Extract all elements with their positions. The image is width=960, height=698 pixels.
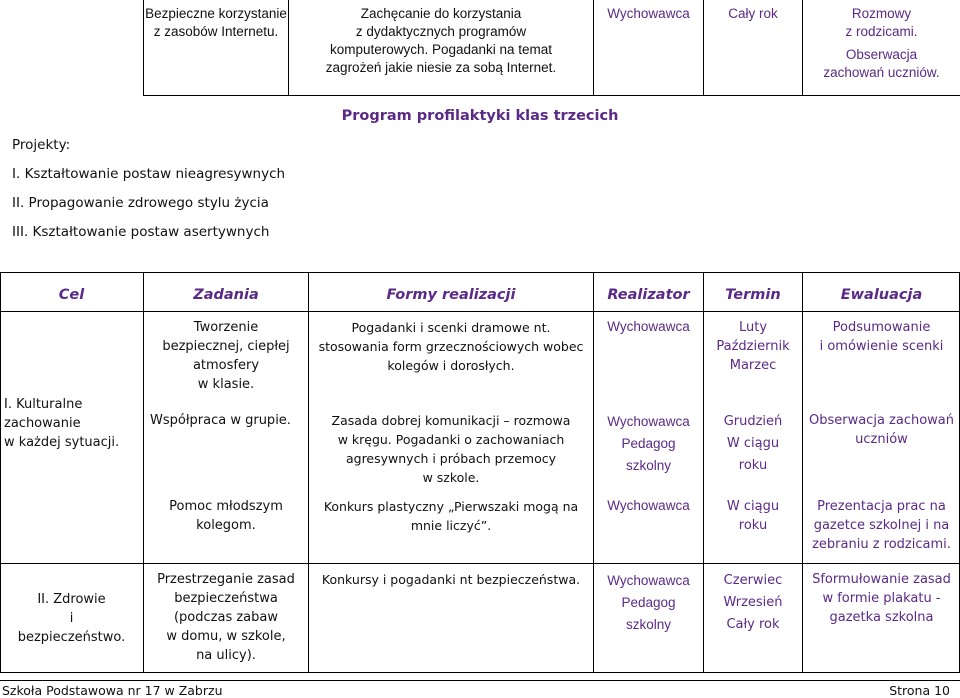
text-line: na ulicy). [196,648,256,663]
text-line: Październik [716,339,790,354]
zadania-cell [144,318,308,394]
text-line: bezpieczeństwa [174,591,278,606]
text-line: Luty [738,320,768,335]
section-title: Program profilaktyki klas trzecich [341,108,619,124]
footer-page-number: Strona 10 [889,683,950,698]
header-formy: Formy realizacji [386,287,516,303]
text-line: Tworzenie [193,320,259,335]
ewaluacja-cell [803,497,960,554]
text-line: Sformułowanie zasad [812,572,951,587]
project-item: II. Propagowanie zdrowego stylu życia [12,195,269,211]
text-line: II. Zdrowie [37,592,106,607]
text-line: w formie plakatu - [822,591,941,606]
realizator-cell [594,411,703,477]
text-line: uczniów [855,432,908,447]
text-line: komputerowych. Pogadanki na temat [329,42,553,57]
text-line: Zasada dobrej komunikacji – rozmowa [331,413,571,428]
zadania-cell [144,497,308,535]
text-line: Cały rok [726,617,780,632]
text-line: Współpraca w grupie. [150,413,291,428]
text-line: gazetka szkolna [829,610,934,625]
text-line: Czerwiec [723,573,783,588]
header-ewaluacja: Ewaluacja [840,287,923,303]
text-line: (podczas zabaw [173,610,278,625]
footer [0,674,960,696]
top-ewaluacja-cell [803,5,960,82]
header-zadania: Zadania [193,287,259,303]
text-line: z rodzicami. [845,24,918,39]
text-line: zagrożeń jakie niesie za sobą Internet. [325,60,557,75]
text-line: kolegom. [196,518,256,533]
top-realizator-cell [594,5,703,23]
text-line: Wychowawca [607,414,690,429]
text-line: zachowań uczniów. [823,65,940,80]
text-line: mnie liczyć”. [410,518,492,533]
text-line: szkolny [625,617,671,632]
text-line: Wrzesień [723,595,783,610]
text-line: roku [738,458,768,473]
text-line: bezpieczeństwo. [17,630,126,645]
text-line: I. Kulturalne [4,397,83,412]
header-termin: Termin [725,287,781,303]
text-line: Pedagog [621,436,676,451]
text-line: Obserwacja [845,47,918,62]
text-line: i [69,611,74,626]
termin-cell [704,497,802,535]
text-line: roku [738,518,768,533]
text-line: atmosfery [192,358,260,373]
text-line: szkolny [625,458,671,473]
formy-cell [309,570,593,589]
formy-cell [309,411,593,487]
header-realizator: Realizator [607,287,690,303]
text-line: w klasie. [197,377,255,392]
text-line: Konkurs plastyczny „Pierwszaki mogą na [323,499,579,514]
text-line: Pomoc młodszym [169,499,283,514]
ewaluacja-cell [803,411,960,449]
top-cel-cell [144,5,288,41]
top-zadania-cell [289,5,593,77]
text-line: Obserwacja zachowań [808,413,955,428]
text-line: w kręgu. Pogadanki o zachowaniach [337,432,565,447]
formy-cell [309,318,593,375]
project-item: I. Kształtowanie postaw nieagresywnych [12,166,286,182]
text-line: Przestrzeganie zasad [157,572,295,587]
text-line: Prezentacja prac na [817,499,946,514]
text-line: Wychowawca [607,498,690,513]
text-line: stosowania form grzecznościowych wobec [318,339,584,354]
text-line: Wychowawca [607,573,690,588]
text-line: W ciągu [726,499,780,514]
formy-cell [309,497,593,535]
text-line: W ciągu [726,436,780,451]
text-line: Cały rok [728,6,778,21]
group2-cel-cell [0,590,143,647]
text-line: Marzec [729,358,777,373]
text-line: w każdej sytuacji. [4,435,120,450]
project-item: III. Kształtowanie postaw asertywnych [12,224,270,240]
zadania-cell [144,411,314,430]
termin-cell [704,570,802,636]
text-line: Zachęcanie do korzystania [360,6,522,21]
zadania-cell [144,570,308,665]
ewaluacja-cell [803,318,960,356]
top-termin-cell [704,5,802,23]
realizator-cell [594,570,703,636]
text-line: w szkole. [422,470,480,485]
text-line: gazetce szkolnej i na [813,518,950,533]
text-line: Bezpieczne korzystanie [145,6,287,21]
text-line: zachowanie [4,416,81,431]
text-line: zebraniu z rodzicami. [812,537,951,552]
footer-school-name: Szkoła Podstawowa nr 17 w Zabrzu [2,683,223,698]
text-line: w domu, w szkole, [166,629,286,644]
text-line: Pedagog [621,595,676,610]
text-line: i omówienie scenki [819,339,944,354]
text-line: Konkursy i pogadanki nt bezpieczeństwa. [321,572,581,587]
termin-cell [704,318,802,375]
text-line: z zasobów Internetu. [153,24,279,39]
ewaluacja-cell [803,570,960,627]
projects-label: Projekty: [12,137,71,153]
realizator-cell [594,318,703,336]
realizator-cell [594,497,703,515]
text-line: z dydaktycznych programów [355,24,527,39]
text-line: Wychowawca [607,319,690,334]
termin-cell [704,411,802,477]
group1-cel-cell [4,395,143,452]
text-line: Wychowawca [607,6,690,21]
text-line: kolegów i dorosłych. [387,358,515,373]
text-line: Grudzień [723,414,783,429]
text-line: Rozmowy [851,6,912,21]
header-cel: Cel [58,287,85,303]
text-line: bezpiecznej, ciepłej [162,339,290,354]
text-line: Pogadanki i scenki dramowe nt. [351,320,551,335]
text-line: Podsumowanie [832,320,931,335]
text-line: agresywnych i próbach przemocy [345,451,557,466]
